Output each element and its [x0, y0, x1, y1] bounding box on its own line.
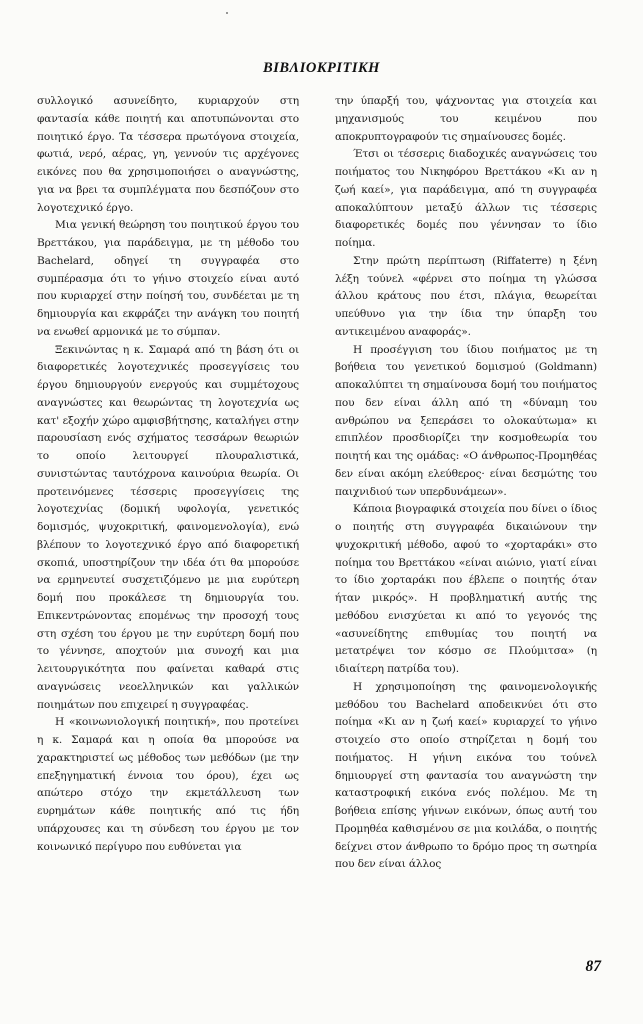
left-column	[37, 93, 299, 856]
paragraph: Η χρησιμοποίηση της φαινομενολογικής μεθόδου του Bachelard αποδεικνύει ότι στο ποίημα «Κι αν η ζωή καεί» κυριαρχεί το γήινο στοιχείο στο οποίο στηρίζεται η δομή του ποιήματος. Η γήινη εικόνα του τούνελ δημιουργεί στη φαντασία του αναγνώστη την καταστροφική εικόνα ενός πολέμου. Με τη βοήθεια επίσης γήινων εικόνων, όπως αυτή του Προμηθέα καθισμένου σε μια κοιλάδα, ο ποιητής δείχνει στον άνθρωπο το δρόμο προς τη σωτηρία που δεν είναι άλλος	[335, 680, 597, 871]
paragraph: Στην πρώτη περίπτωση (Riffaterre) η ξένη λέξη τούνελ «φέρνει στο ποίημα τη γλώσσα άλλου κράτους που έτσι, πλάγια, θεωρείται υπεύθυνο για την ίδια την ύπαρξη του αντικειμένου αναφοράς».	[335, 254, 597, 338]
running-header: ΒΙΒΛΙΟΚΡΙΤΙΚΗ	[263, 60, 380, 76]
right-column	[335, 93, 597, 874]
page-number: 87	[585, 958, 601, 975]
paragraph: Η «κοινωνιολογική ποιητική», που προτείνει η κ. Σαμαρά και η οποία θα μπορούσε να χαρακτηριστεί ως μέθοδος των μεθόδων (με την επεξηγηματική έννοια του όρου), έχει ως απώτερο στόχο την εκμετάλλευση των ευρημάτων κάθε ποιητικής από τις ήδη υπάρχουσες και τη σύνδεση του έργου με τον κοινωνικό περίγυρο που ευθύνεται για	[37, 716, 299, 853]
paragraph: την ύπαρξή του, ψάχνοντας για στοιχεία και μηχανισμούς του κειμένου που αποκρυπτογραφούν τις σημαίνουσες δομές.	[335, 95, 597, 143]
scan-speck	[226, 12, 228, 14]
paragraph: συλλογικό ασυνείδητο, κυριαρχούν στη φαντασία κάθε ποιητή και αποτυπώνονται στο ποιητικό έργο. Τα τέσσερα πρωτόγονα στοιχεία, φωτιά, νερό, αέρας, γη, γεννούν τις αρχέγονες εικόνες που θα χρησιμοποιήσει ο αναγνώστης, για να βρει τα συμπλέγματα που δεσπόζουν στο λογοτεχνικό έργο.	[37, 95, 299, 214]
paragraph: Η προσέγγιση του ίδιου ποιήματος με τη βοήθεια του γενετικού δομισμού (Goldmann) αποκαλύπτει τη σημαίνουσα δομή του ποιήματος που δεν είναι άλλη από τη «δύναμη του ανθρώπου να ξεπεράσει το ολοκαύτωμα» κι επιπλέον προσδιορίζει την κοσμοθεωρία του ποιητή και της ομάδας: «Ο άνθρωπος-Προμηθέας δεν είναι ακόμη ελεύθερος· είναι δεσμώτης του παιχνιδιού των υπερδυνάμεων».	[335, 343, 597, 498]
paragraph: Ξεκινώντας η κ. Σαμαρά από τη βάση ότι οι διαφορετικές λογοτεχνικές προσεγγίσεις του έργου δημιουργούν ενεργούς και συμμέτοχους αναγνώστες και θεωρώντας τη λογοτεχνία ως κατ' εξοχήν χώρο αμφισβήτησης, καταλήγει στην παρουσίαση ενός σχήματος τεσσάρων θεωριών το οποίο λειτουργεί πλουραλιστικά, συνιστώντας ταυτόχρονα καινούρια θεωρία. Οι προτεινόμενες τέσσερις προσεγγίσεις της λογοτεχνίας (δομική υφολογία, γενετικός δομισμός, ψυχοκριτική, φαινομενολογία), ενώ βλέπουν το λογοτεχνικό έργο από διαφορετική σκοπιά, υποστηρίζουν την ιδέα ότι θα μπορούσε να ερμηνευτεί συσχετιζόμενο με μια ευρύτερη δομή που προκάλεσε τη δημιουργία του. Επικεντρώνοντας επομένως την προσοχή τους στη σχέση του έργου με την ευρύτερη δομή που το γέννησε, αποχτούν μια συνοχή και μια λειτουργικότητα που φαίνεται καθαρά στις αναγνώσεις νεοελληνικών και γαλλικών ποιημάτων που επιχειρεί η συγγραφέας.	[37, 343, 299, 711]
paragraph: Μια γενική θεώρηση του ποιητικού έργου του Βρεττάκου, για παράδειγμα, με τη μέθοδο του Bachelard, οδηγεί τη συγγραφέα στο συμπέρασμα ότι το γήινο στοιχείο είναι αυτό που κυριαρχεί στην ποίησή του, συνδέεται με τη δημιουργία και εκφράζει την ανάγκη του ποιητή να ενωθεί αρμονικά με το σύμπαν.	[37, 219, 299, 338]
paragraph: Έτσι οι τέσσερις διαδοχικές αναγνώσεις του ποιήματος του Νικηφόρου Βρεττάκου «Κι αν η ζωή καεί», για παράδειγμα, από τη συγγραφέα αποκαλύπτουν μεταξύ άλλων τις τέσσερις διαφορετικές δομές που γέννησαν το ίδιο ποίημα.	[335, 148, 597, 249]
paragraph: Κάποια βιογραφικά στοιχεία που δίνει ο ίδιος ο ποιητής στη συγγραφέα δικαιώνουν την ψυχοκριτική μέθοδο, αφού το «χορταράκι» στο ποίημα του Βρεττάκου «είναι αιώνιο, γιατί είναι το ίδιο χορταράκι που έβλεπε ο ποιητής όταν ήταν μικρός». Η προβληματική αυτής της μεθόδου ενισχύεται κι από το γεγονός της «ασυνείδητης επιθυμίας του ποιητή να μετατρέψει τον κόσμο σε Πλούμιτσα» (η ιδιαίτερη πατρίδα του).	[335, 503, 597, 675]
